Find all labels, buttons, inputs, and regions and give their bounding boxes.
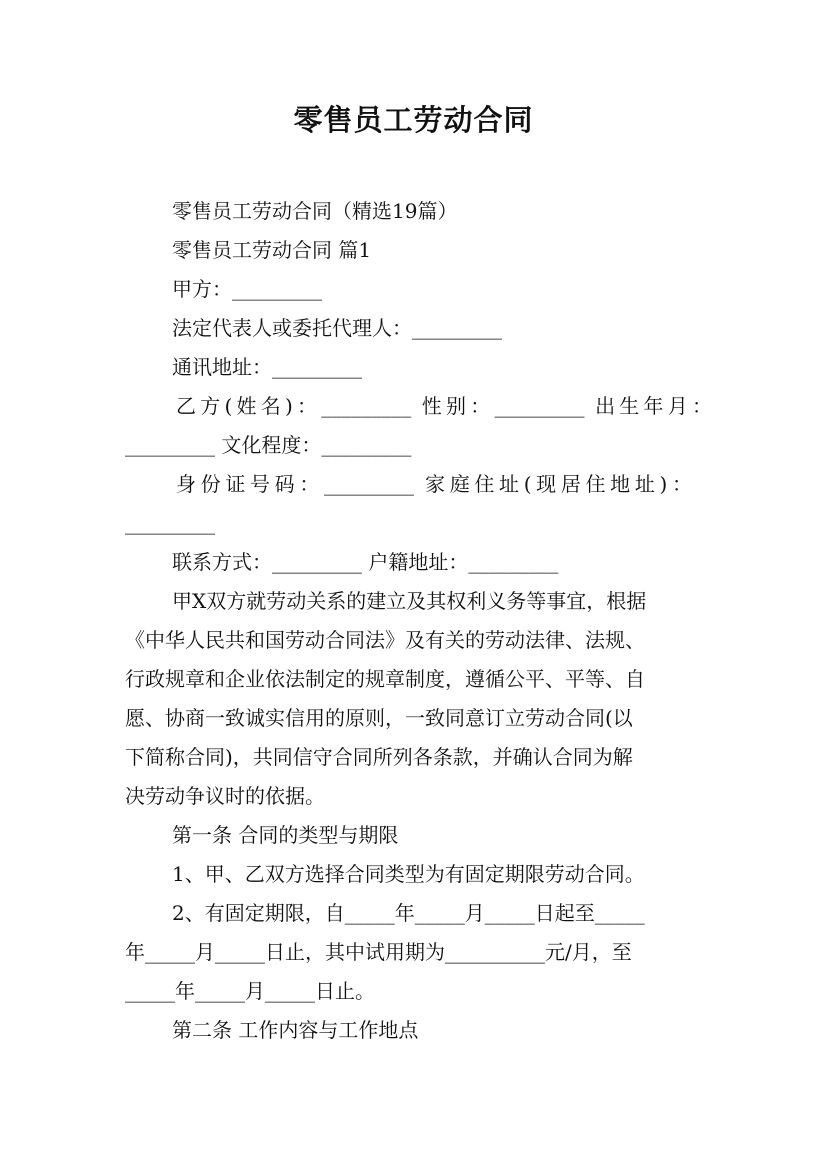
legal-representative-line: 法定代表人或委托代理人：_________ [172,316,502,340]
party-b-line: 乙方(姓名)：_________ 性别：_________ 出生年月： [176,394,712,418]
paragraph-line: 决劳动争议时的依据。 [125,784,325,808]
paragraph-line: 《中华人民共和国劳动合同法》及有关的劳动法律、法规、 [125,628,645,652]
education-line: _________ 文化程度：_________ [125,433,412,457]
contact-line: 联系方式：_________ 户籍地址：_________ [172,550,559,574]
clause-line: 1、甲、乙双方选择合同类型为有固定期限劳动合同。 [172,862,645,886]
article-heading: 第二条 工作内容与工作地点 [172,1018,419,1042]
clause-line: _____年_____月_____日止。 [125,979,375,1003]
paragraph-line: 行政规章和企业依法制定的规章制度，遵循公平、平等、自 [125,667,645,691]
party-a-line: 甲方：_________ [172,277,322,301]
article-heading: 第一条 合同的类型与期限 [172,823,399,847]
paragraph-line: 下简称合同)，共同信守合同所列各条款，并确认合同为解 [125,745,633,769]
paragraph-line: 甲X双方就劳动关系的建立及其权利义务等事宜，根据 [172,589,647,613]
document-title: 零售员工劳动合同 [293,103,534,137]
clause-line: 年_____月_____日止，其中试用期为__________元/月，至 [125,940,632,964]
paragraph-line: 愿、协商一致诚实信用的原则，一致同意订立劳动合同(以 [125,706,633,730]
subtitle-line: 零售员工劳动合同（精选19篇） [172,199,458,223]
clause-line: 2、有固定期限，自_____年_____月_____日起至_____ [172,901,645,925]
section-heading: 零售员工劳动合同 篇1 [172,238,372,262]
address-blank-line: _________ [125,511,215,535]
id-number-line: 身份证号码：_________ 家庭住址(现居住地址)： [176,472,692,496]
address-line: 通讯地址：_________ [172,355,362,379]
